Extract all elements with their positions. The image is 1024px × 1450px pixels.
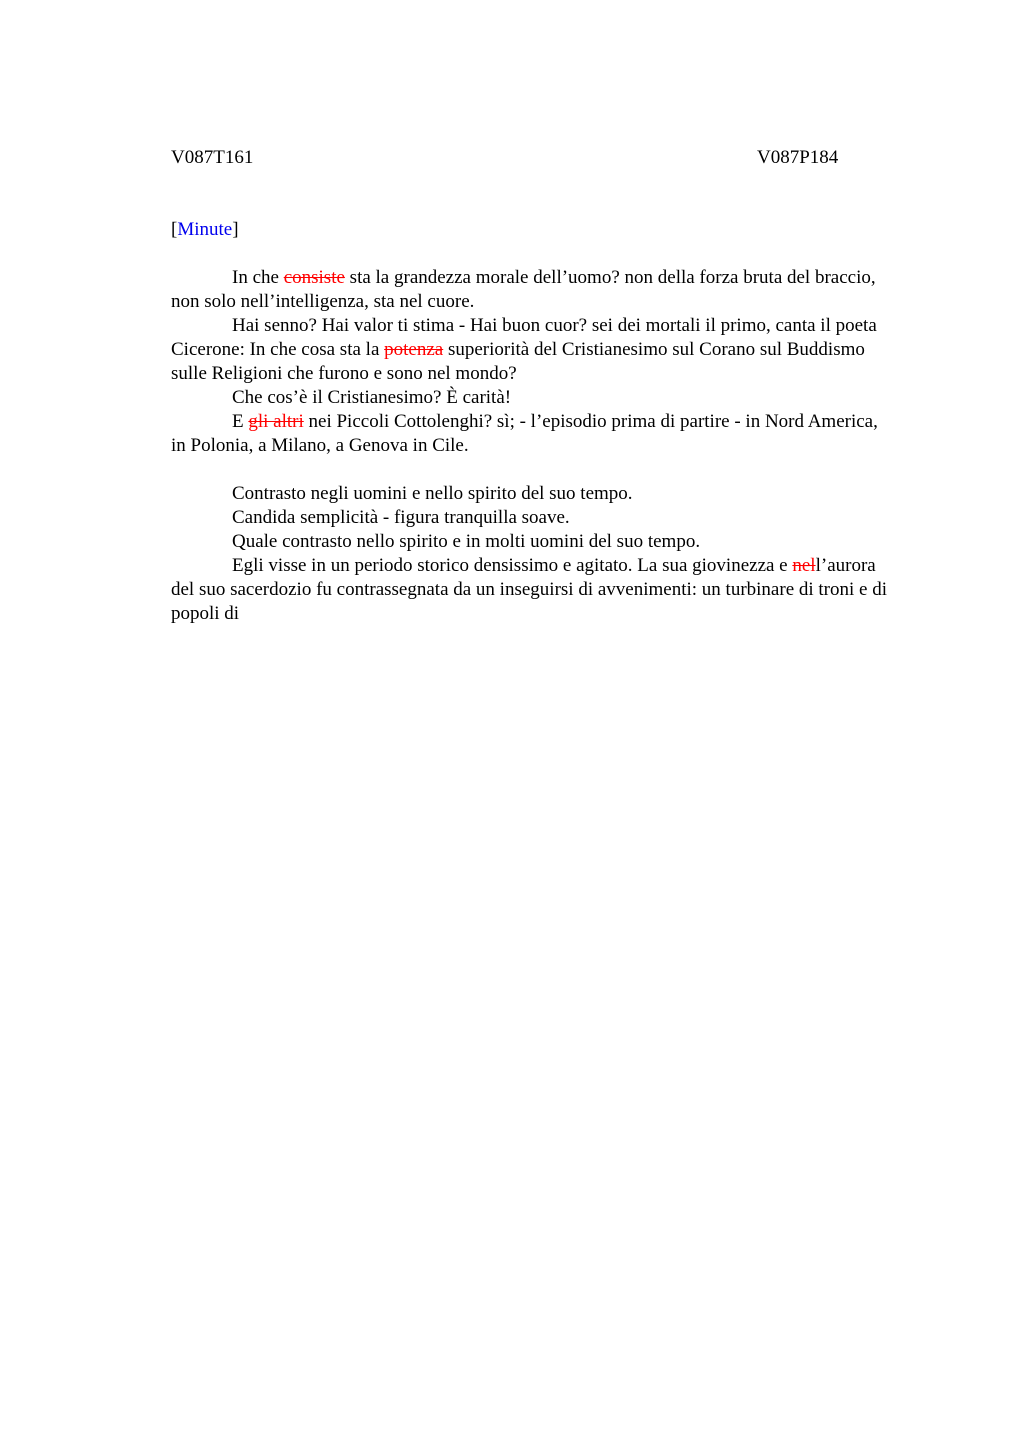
paragraph-2 (171, 314, 887, 386)
paragraph-text: E (232, 411, 249, 432)
paragraph-8 (171, 554, 887, 626)
paragraph-text: l’aurora del suo sacerdozio fu contrassegnata da un inseguirsi di avvenimenti: un turbinare di troni e di popoli di (171, 555, 887, 624)
close-bracket: ] (232, 219, 239, 240)
paragraph-5: Contrasto negli uomini e nello spirito del suo tempo. (232, 483, 633, 504)
document-body (171, 266, 887, 626)
paragraph-text: Egli visse in un periodo storico densissimo e agitato. La sua giovinezza e (232, 555, 793, 576)
deleted-text: consiste (283, 267, 345, 288)
paragraph-text: superiorità del Cristianesimo sul Corano sul Buddismo sulle Religioni che furono e sono nel mondo? (171, 339, 865, 384)
paragraph-4 (171, 410, 887, 458)
paragraph-text: sta la grandezza morale dell’uomo? non della forza bruta del braccio, non solo nell’intelligenza, sta nel cuore. (171, 267, 876, 312)
open-bracket: [ (171, 219, 178, 240)
deleted-text: gli altri (248, 411, 304, 432)
section-label-text: Minute (177, 219, 233, 240)
paragraph-text: Hai senno? Hai valor ti stima - Hai buon cuor? sei dei mortali il primo, canta il poeta Cicerone: In che cosa sta la (171, 315, 877, 360)
paragraph-7: Quale contrasto nello spirito e in molti uomini del suo tempo. (232, 531, 701, 552)
paragraph-text: In che (232, 267, 284, 288)
deleted-text: nel (792, 555, 816, 576)
paragraph-gap (171, 458, 887, 482)
paragraph-3: Che cos’è il Cristianesimo? È carità! (232, 387, 512, 408)
paragraph-6: Candida semplicità - figura tranquilla soave. (232, 507, 570, 528)
paragraph-text: nei Piccoli Cottolenghi? sì; - l’episodio prima di partire - in Nord America, in Polonia, a Milano, a Genova in Cile. (171, 411, 878, 456)
left-document-code: V087T161 (171, 147, 254, 168)
right-document-code: V087P184 (757, 147, 839, 168)
paragraph-1 (171, 266, 887, 314)
document-header (171, 146, 887, 170)
section-label (171, 218, 239, 242)
deleted-text: potenza (384, 339, 444, 360)
